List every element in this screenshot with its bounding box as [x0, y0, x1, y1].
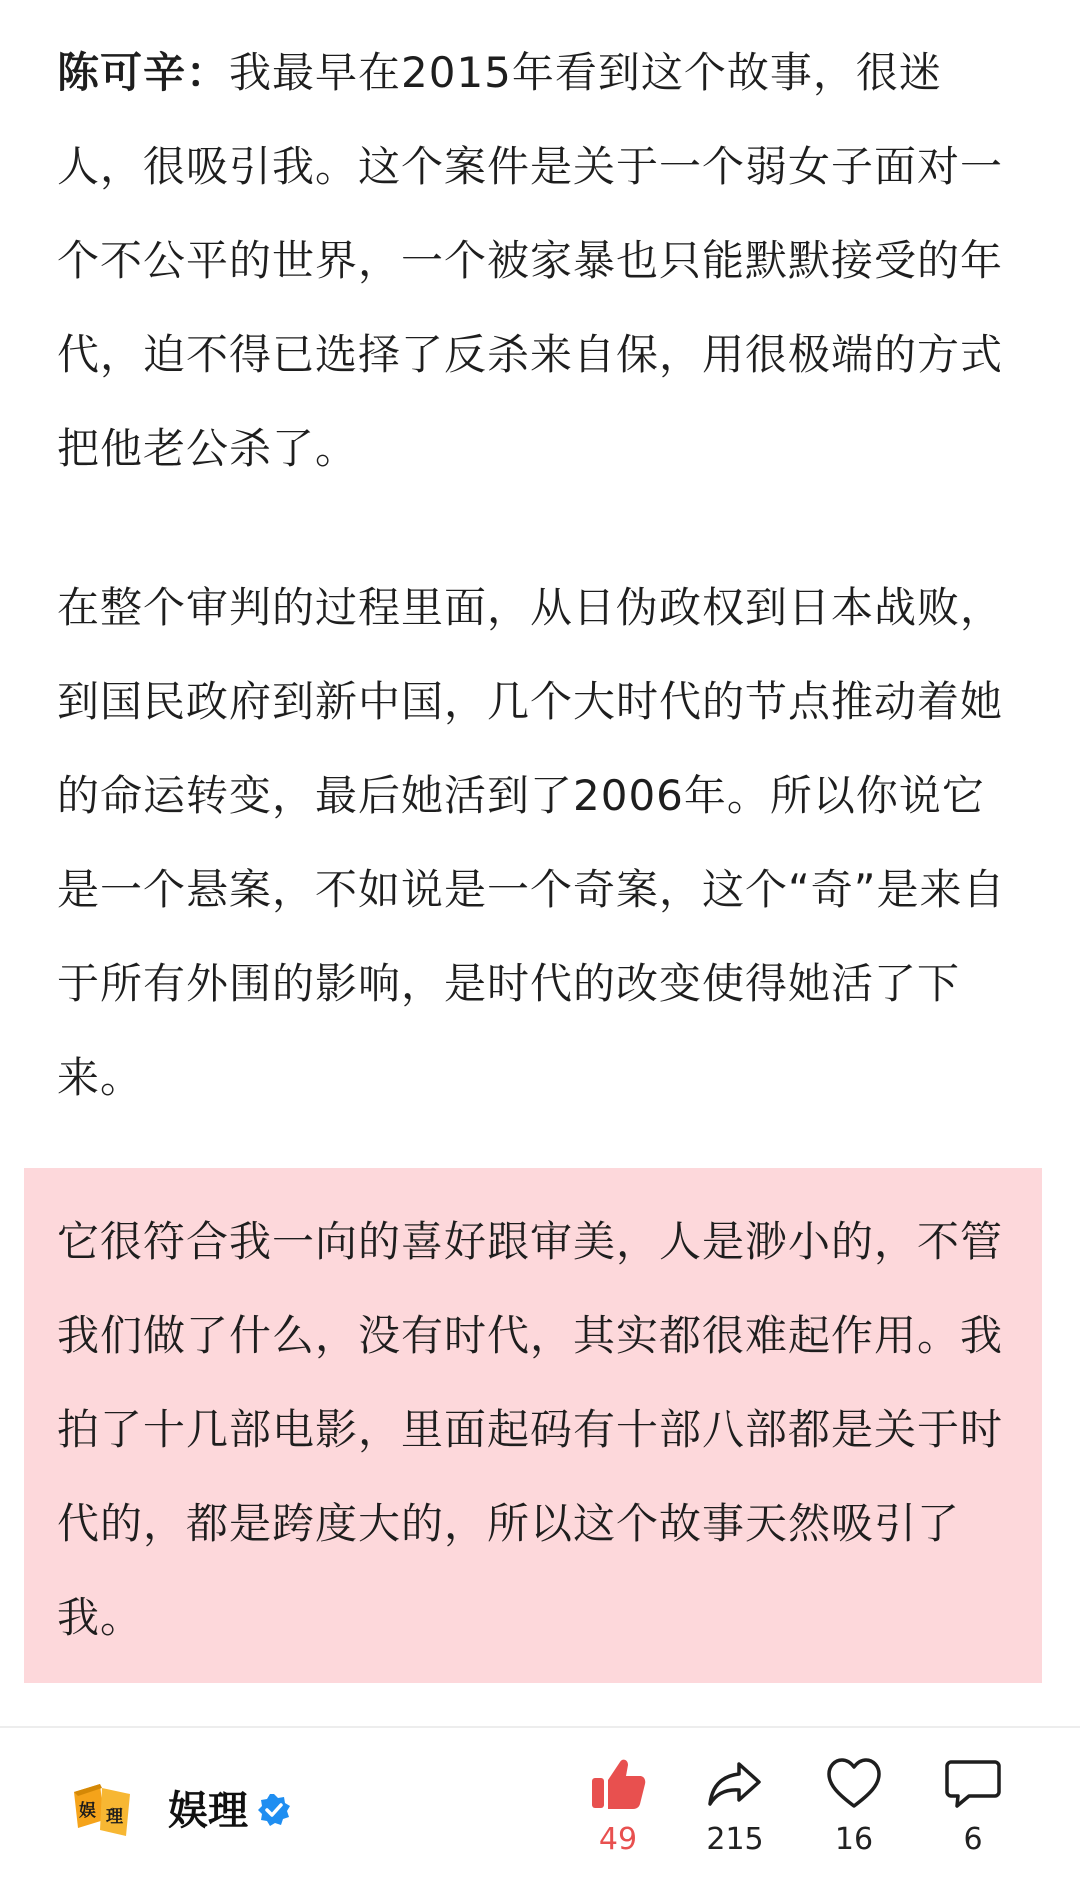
- thumbs-up-icon: [588, 1756, 648, 1812]
- comment-button[interactable]: [913, 1756, 1033, 1860]
- paragraph-1-text: 我最早在2015年看到这个故事，很迷人，很吸引我。这个案件是关于一个弱女子面对一个不公平的世界，一个被家暴也只能默默接受的年代，迫不得已选择了反杀来自保，用很极端的方式把他老公杀了。: [57, 48, 1004, 473]
- svg-text:娱: 娱: [79, 1801, 96, 1821]
- account-name[interactable]: 娱理: [168, 1788, 248, 1834]
- heart-icon: [824, 1756, 884, 1812]
- favorite-count: 16: [834, 1822, 874, 1857]
- favorite-button[interactable]: [794, 1756, 914, 1860]
- like-count: 49: [598, 1822, 638, 1857]
- like-button[interactable]: [558, 1756, 678, 1860]
- share-count: 215: [706, 1822, 764, 1857]
- svg-text:理: 理: [106, 1807, 123, 1827]
- comment-bubble-icon: [943, 1756, 1003, 1812]
- comment-count: 6: [963, 1822, 983, 1857]
- paragraph-1: [57, 26, 1023, 496]
- speaker-name: 陈可辛：: [57, 48, 230, 97]
- paragraph-2: 在整个审判的过程里面，从日伪政权到日本战败，到国民政府到新中国，几个大时代的节点推动着她的命运转变，最后她活到了2006年。所以你说它是一个悬案，不如说是一个奇案，这个“奇”是来自于所有外围的影响，是时代的改变使得她活了下来。: [57, 583, 1006, 1102]
- verified-badge-icon: [256, 1792, 292, 1828]
- highlighted-quote-text: 它很符合我一向的喜好跟审美，人是渺小的，不管我们做了什么，没有时代，其实都很难起作用。我拍了十几部电影，里面起码有十部八部都是关于时代的，都是跨度大的，所以这个故事天然吸引了我。: [57, 1217, 1004, 1642]
- yuli-logo-icon[interactable]: [70, 1780, 134, 1844]
- post-footer-bar: [0, 1728, 1080, 1894]
- highlighted-quote-block: [24, 1168, 1042, 1683]
- share-button[interactable]: [675, 1756, 795, 1860]
- share-arrow-icon: [705, 1756, 765, 1812]
